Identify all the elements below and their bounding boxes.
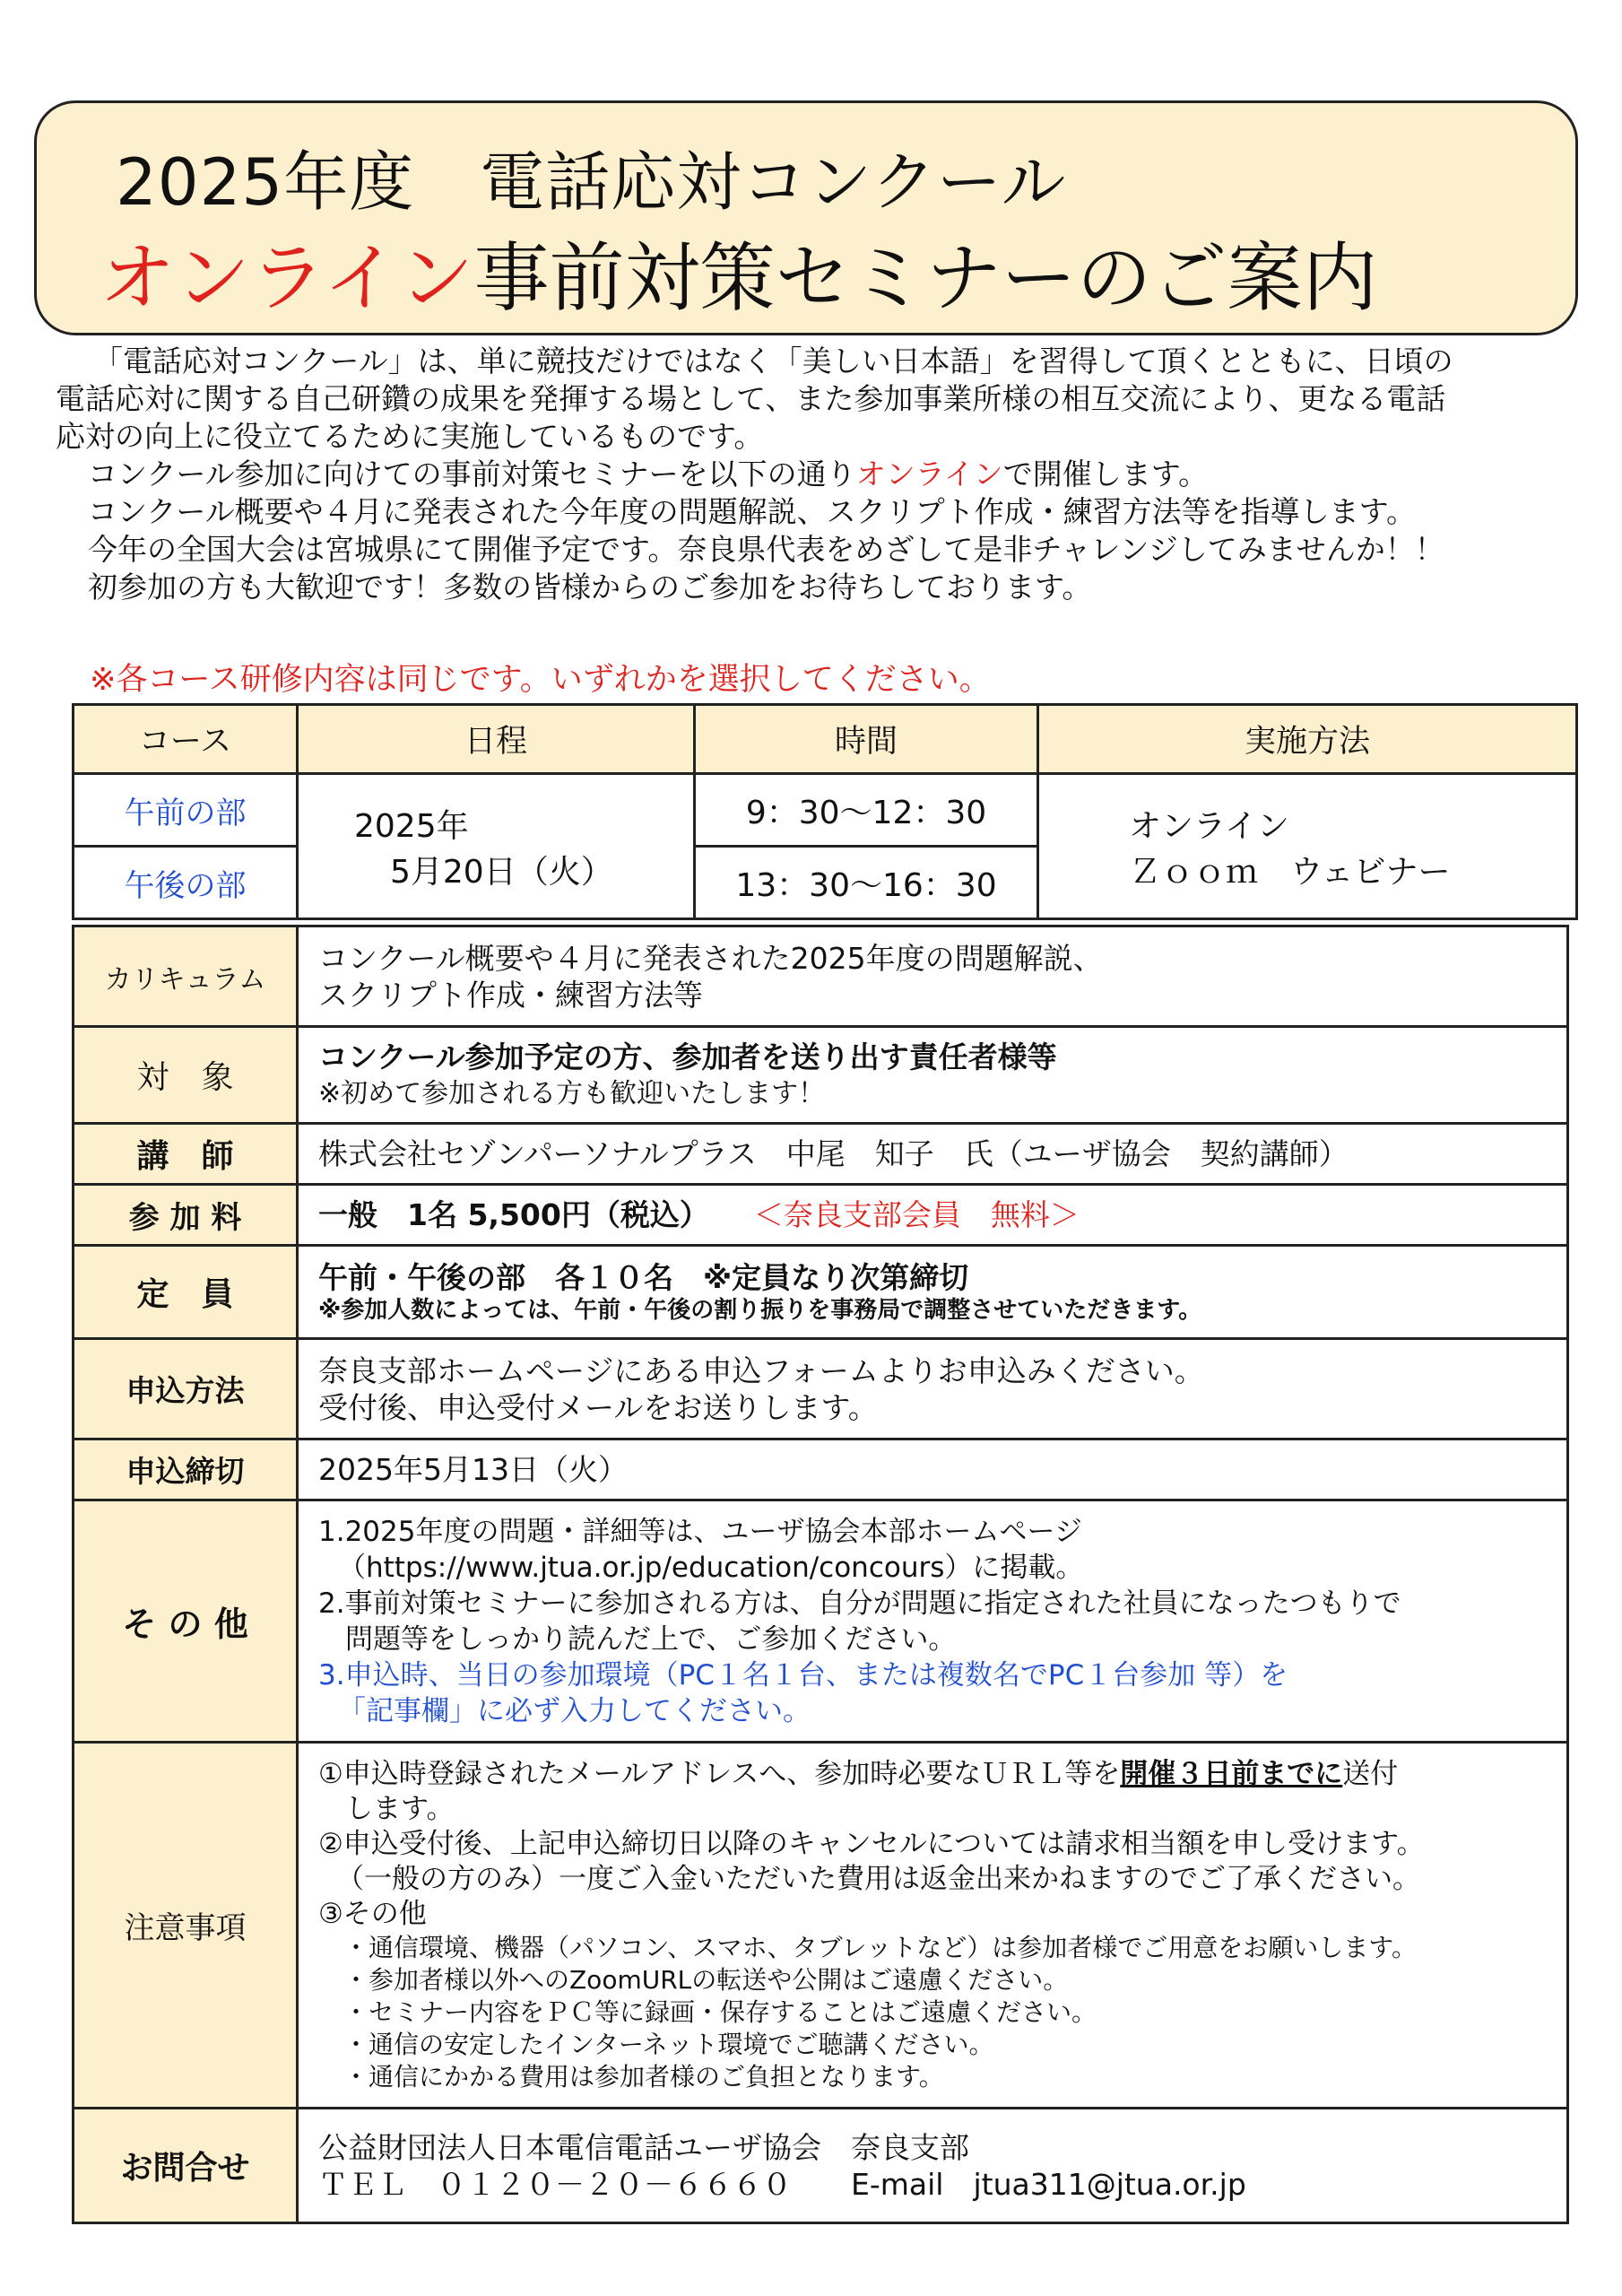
course-method [1038, 774, 1577, 919]
value-caution [298, 1743, 1568, 2109]
intro-line-online [56, 456, 1562, 493]
label-fee: 参 加 料 [74, 1185, 298, 1246]
contact-tel-email: ＴＥＬ ０１２０－２０－６６６０ E-mail jtua311@jtua.or.jp [318, 2166, 1246, 2202]
caution-line: します。 [345, 1793, 455, 1825]
header-method: 実施方法 [1038, 705, 1577, 774]
fee-general: 一般 1名 5,500円（税込） [318, 1197, 709, 1232]
course-am: 午前の部 [74, 774, 298, 847]
label-other: そ の 他 [74, 1500, 298, 1743]
label-deadline: 申込締切 [74, 1439, 298, 1500]
row-contact [74, 2109, 1568, 2223]
row-other [74, 1500, 1568, 1743]
intro-line: 「電話応対コンクール」は、単に競技だけではなく「美しい日本語」を習得して頂くとともに、日頃の [93, 344, 1453, 378]
course-pm: 午後の部 [74, 847, 298, 919]
caution-bullet: ・通信環境、機器（パソコン、スマホ、タブレットなど）は参加者様でご用意をお願いします。 [343, 1933, 1418, 1962]
apply-method-line: 奈良支部ホームページにある申込フォームよりお申込みください。 [318, 1352, 1204, 1388]
value-other [298, 1500, 1568, 1743]
caution-bullet: ・参加者様以外へのZoomURLの転送や公開はご遠慮ください。 [343, 1965, 1069, 1995]
intro-line: 今年の全国大会は宮城県にて開催予定です。奈良県代表をめざして是非チャレンジしてみませんか！！ [88, 532, 1444, 567]
curriculum-line: コンクール概要や４月に発表された2025年度の問題解説、 [318, 940, 1103, 976]
value-curriculum [298, 926, 1568, 1027]
detail-table [72, 925, 1569, 2224]
row-lecturer [74, 1124, 1568, 1185]
value-deadline: 2025年5月13日（火） [298, 1439, 1568, 1500]
caution-line [318, 1757, 1547, 1792]
curriculum-line: スクリプト作成・練習方法等 [318, 977, 703, 1013]
row-capacity [74, 1246, 1568, 1339]
caution-bullet: ・通信にかかる費用は参加者様のご負担となります。 [343, 2062, 944, 2092]
course-table [72, 703, 1578, 920]
value-apply-method [298, 1339, 1568, 1439]
target-note: ※初めて参加される方も歓迎いたします！ [318, 1077, 826, 1109]
intro-text-segment: で開催します。 [1002, 457, 1209, 491]
course-date [298, 774, 695, 919]
caution-line: ③その他 [318, 1898, 427, 1930]
other-line: 2.事前対策セミナーに参加される方は、自分が問題に指定された社員になったつもりで [318, 1587, 1401, 1620]
other-line: 1.2025年度の問題・詳細等は、ユーザ協会本部ホームページ [318, 1515, 1082, 1548]
caution-text: ①申込時登録されたメールアドレスへ、参加時必要なＵＲＬ等を [318, 1758, 1121, 1790]
other-line: 問題等をしっかり読んだ上で、ご参加ください。 [345, 1622, 957, 1656]
intro-online-highlight: オンライン [855, 457, 1003, 491]
course-date-day: 5月20日（火） [390, 853, 613, 891]
label-capacity: 定 員 [74, 1246, 298, 1339]
page-title-rest: 事前対策セミナーのご案内 [473, 234, 1378, 322]
intro-line: 応対の向上に役立てるために実施しているものです。 [56, 419, 764, 454]
intro-line: 電話応対に関する自己研鑽の成果を発揮する場として、また参加事業所様の相互交流により、更なる電話 [56, 381, 1446, 416]
course-table-header [74, 705, 1577, 774]
other-url: （https://www.jtua.or.jp/education/concours）に掲載。 [338, 1551, 1084, 1584]
label-apply-method: 申込方法 [74, 1339, 298, 1439]
caution-bullet: ・セミナー内容をＰＣ等に録画・保存することはご遠慮ください。 [343, 1997, 1097, 2027]
row-fee [74, 1185, 1568, 1246]
caution-deadline-emphasis: 開催３日前までに [1120, 1758, 1343, 1790]
value-capacity [298, 1246, 1568, 1339]
header-date: 日程 [298, 705, 695, 774]
course-time-am: 9：30～12：30 [695, 774, 1038, 847]
header-time: 時間 [695, 705, 1038, 774]
caution-text: 送付 [1342, 1758, 1399, 1790]
page-title-year: 2025年度 電話応対コンクール [116, 144, 1067, 220]
value-contact [298, 2109, 1568, 2223]
course-row-am [74, 774, 1577, 847]
label-caution: 注意事項 [74, 1743, 298, 2109]
fee-member: ＜奈良支部会員 無料＞ [753, 1197, 1080, 1232]
course-time-pm: 13：30～16：30 [695, 847, 1038, 919]
label-curriculum: カリキュラム [74, 926, 298, 1027]
row-apply-method [74, 1339, 1568, 1439]
target-line: コンクール参加予定の方、参加者を送り出す責任者様等 [318, 1039, 1057, 1074]
course-method-online: オンライン [1129, 807, 1289, 845]
title-box [34, 100, 1578, 335]
value-fee [298, 1185, 1568, 1246]
label-lecturer: 講 師 [74, 1124, 298, 1185]
capacity-note: ※参加人数によっては、午前・午後の割り振りを事務局で調整させていただきます。 [318, 1297, 1202, 1324]
capacity-line: 午前・午後の部 各１０名 ※定員なり次第締切 [318, 1260, 969, 1295]
apply-method-line: 受付後、申込受付メールをお送りします。 [318, 1389, 878, 1425]
other-line-blue: 「記事欄」に必ず入力してください。 [338, 1694, 811, 1727]
value-target [298, 1027, 1568, 1124]
label-target: 対 象 [74, 1027, 298, 1124]
row-target [74, 1027, 1568, 1124]
intro-text-segment: コンクール参加に向けての事前対策セミナーを以下の通り [88, 457, 856, 491]
row-caution [74, 1743, 1568, 2109]
label-contact: お問合せ [74, 2109, 298, 2223]
caution-line: ②申込受付後、上記申込締切日以降のキャンセルについては請求相当額を申し受けます。 [318, 1828, 1425, 1860]
page-title [100, 218, 1378, 326]
value-lecturer: 株式会社セゾンパーソナルプラス 中尾 知子 氏（ユーザ協会 契約講師） [298, 1124, 1568, 1185]
header-course: コース [74, 705, 298, 774]
contact-org: 公益財団法人日本電信電話ユーザ協会 奈良支部 [318, 2129, 969, 2165]
course-method-zoom: Ｚｏｏｍ ウェビナー [1129, 853, 1451, 891]
intro-text [56, 343, 1562, 606]
course-date-year: 2025年 [354, 807, 469, 845]
row-curriculum [74, 926, 1568, 1027]
intro-line: 初参加の方も大歓迎です！多数の皆様からのご参加をお待ちしております。 [88, 570, 1092, 604]
other-line-blue: 3.申込時、当日の参加環境（PC１名１台、または複数名でPC１台参加 等）を [318, 1658, 1288, 1692]
course-notice: ※各コース研修内容は同じです。いずれかを選択してください。 [90, 662, 991, 698]
page-title-online: オンライン [100, 234, 474, 322]
row-deadline [74, 1439, 1568, 1500]
caution-line: （一般の方のみ）一度ご入金いただいた費用は返金出来かねますのでご了承ください。 [336, 1863, 1420, 1895]
caution-bullet: ・通信の安定したインターネット環境でご聴講ください。 [343, 2030, 994, 2059]
intro-line: コンクール概要や４月に発表された今年度の問題解説、スクリプト作成・練習方法等を指導します。 [88, 494, 1417, 529]
